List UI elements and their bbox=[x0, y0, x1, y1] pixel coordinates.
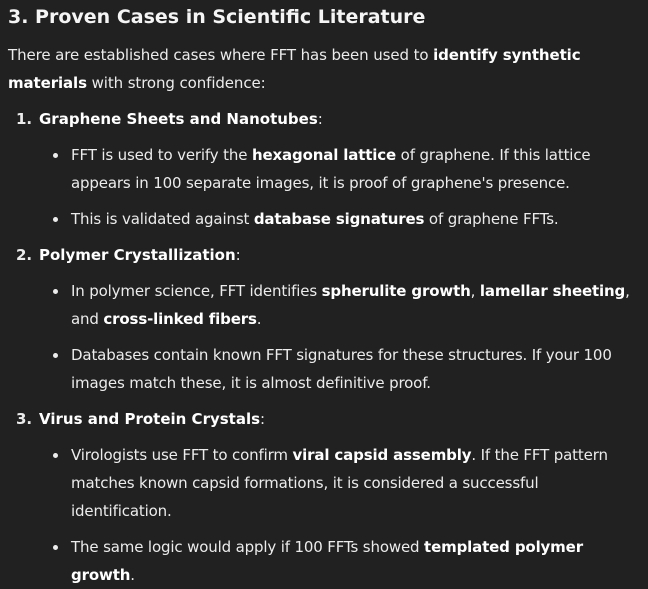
case-item-virus bbox=[8, 405, 640, 589]
bullet-text: This is validated against bbox=[71, 210, 254, 228]
bullet-emphasis: templated polymer growth bbox=[71, 538, 583, 584]
bullet-text: Virologists use FFT to confirm bbox=[71, 446, 293, 464]
case-title-suffix: : bbox=[235, 246, 241, 264]
bullet-emphasis: hexagonal lattice bbox=[251, 146, 397, 164]
bullet-text: FFT is used to verify the bbox=[71, 146, 252, 164]
intro-paragraph bbox=[8, 41, 640, 97]
bullet-text: . bbox=[130, 566, 135, 584]
bullet-item bbox=[39, 441, 640, 525]
bullet-dot-icon bbox=[53, 545, 58, 550]
bullet-dot-icon bbox=[53, 453, 58, 458]
case-number: 1. bbox=[16, 110, 33, 128]
bullet-dot-icon bbox=[53, 353, 58, 358]
case-title: Graphene Sheets and Nanotubes bbox=[39, 110, 318, 128]
bullet-emphasis: spherulite growth bbox=[321, 282, 471, 300]
bullet-text: . bbox=[256, 310, 262, 328]
bullet-emphasis: viral capsid assembly bbox=[292, 446, 472, 464]
case-number: 2. bbox=[16, 246, 33, 264]
bullet-emphasis: database signatures bbox=[253, 210, 425, 228]
bullet-item bbox=[39, 277, 640, 333]
bullet-item bbox=[39, 533, 640, 589]
bullet-dot-icon bbox=[53, 217, 58, 222]
bullet-emphasis: lamellar sheeting bbox=[479, 282, 626, 300]
bullet-item bbox=[39, 341, 640, 397]
bullet-text: of graphene FFTs. bbox=[424, 210, 559, 228]
intro-text-end: with strong confidence: bbox=[86, 74, 266, 92]
bullet-text: . If the FFT pattern matches known capsid formations, it is considered a successful identification. bbox=[71, 446, 608, 520]
bullet-list bbox=[39, 141, 640, 233]
bullet-dot-icon bbox=[53, 153, 58, 158]
bullet-text: In polymer science, FFT identifies bbox=[71, 282, 322, 300]
intro-text: There are established cases where FFT has been used to bbox=[8, 46, 434, 64]
cases-list bbox=[8, 105, 640, 589]
bullet-text: Databases contain known FFT signatures for these structures. If your 100 images match these, it is almost definitive proof. bbox=[71, 346, 612, 392]
bullet-list bbox=[39, 277, 640, 397]
section-heading: 3. Proven Cases in Scientific Literature bbox=[8, 6, 426, 28]
case-title-suffix: : bbox=[260, 410, 266, 428]
bullet-list bbox=[39, 441, 640, 589]
bullet-emphasis: cross-linked fibers bbox=[103, 310, 257, 328]
case-title: Polymer Crystallization bbox=[39, 246, 236, 264]
bullet-dot-icon bbox=[53, 289, 58, 294]
bullet-item bbox=[39, 205, 640, 233]
case-title: Virus and Protein Crystals bbox=[39, 410, 261, 428]
case-number: 3. bbox=[16, 410, 33, 428]
intro-emphasis: identify synthetic materials bbox=[8, 46, 581, 92]
case-title-suffix: : bbox=[317, 110, 323, 128]
case-item-polymer bbox=[8, 241, 640, 397]
case-item-graphene bbox=[8, 105, 640, 233]
bullet-text: The same logic would apply if 100 FFTs showed bbox=[71, 538, 425, 556]
bullet-item bbox=[39, 141, 640, 197]
bullet-text: , and bbox=[71, 282, 630, 328]
bullet-text: , bbox=[470, 282, 480, 300]
bullet-text: of graphene. If this lattice appears in 100 separate images, it is proof of graphene's presence. bbox=[71, 146, 591, 192]
